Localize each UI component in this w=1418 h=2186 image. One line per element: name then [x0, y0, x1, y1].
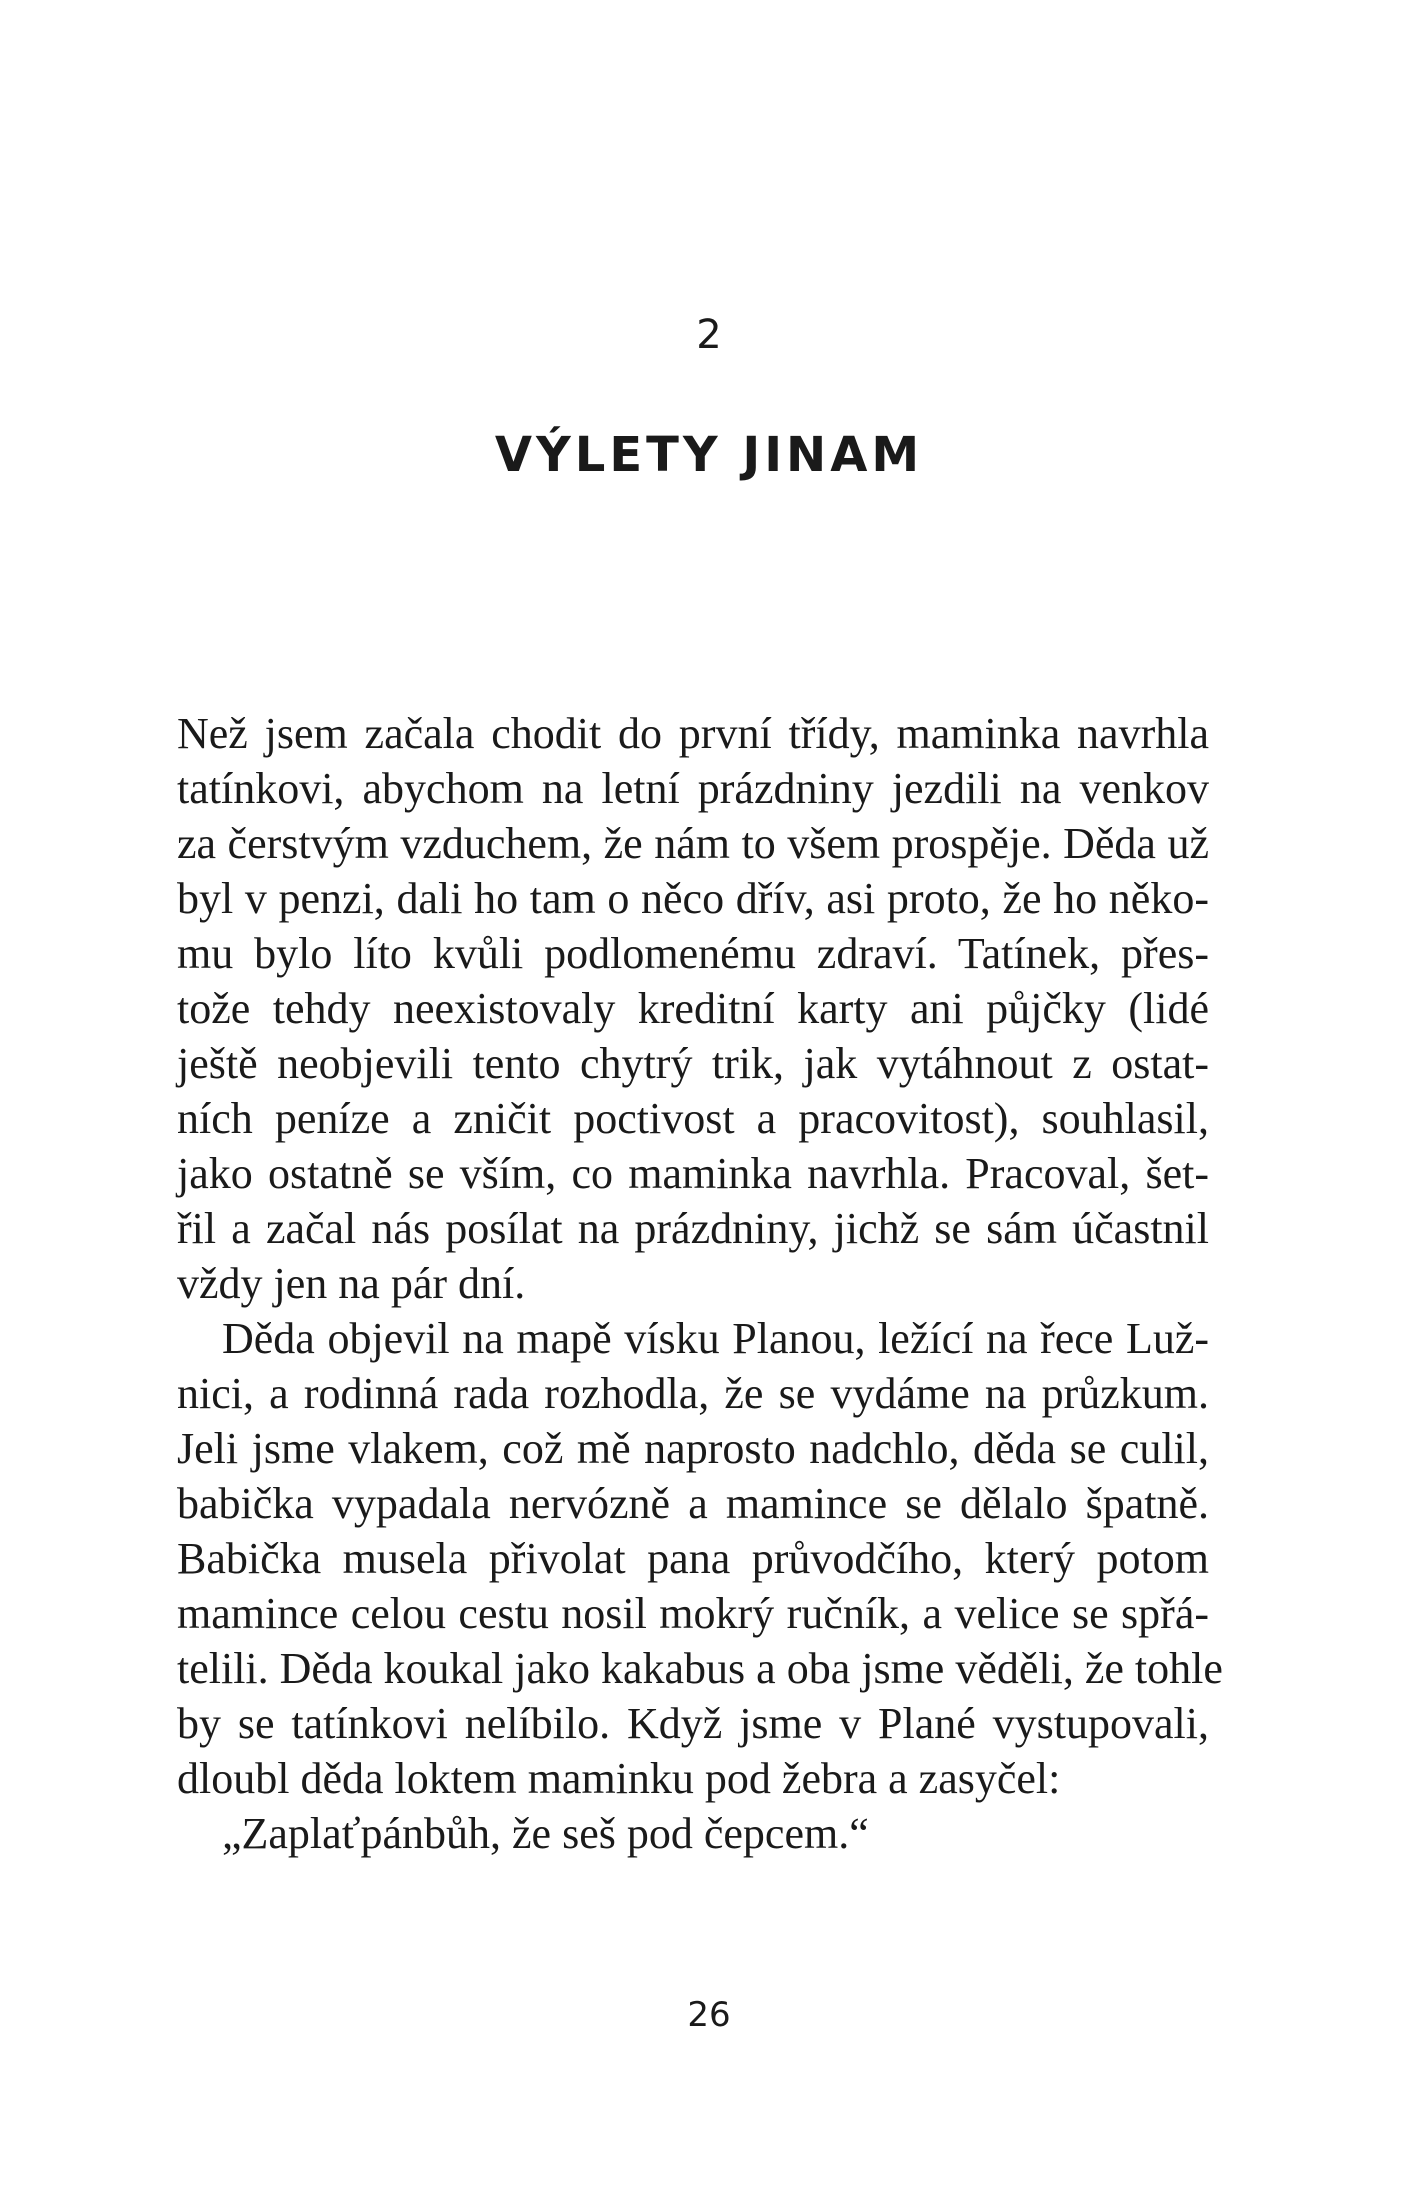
body-text — [177, 706, 1223, 1861]
text-line: by se tatínkovi nelíbilo. Když jsme v Plané vystupovali, — [177, 1699, 1209, 1748]
text-line: mu bylo líto kvůli podlomenému zdraví. Tatínek, přes- — [177, 929, 1209, 978]
text-line: Než jsem začala chodit do první třídy, maminka navrhla — [177, 709, 1209, 758]
text-line: ních peníze a zničit poctivost a pracovitost), souhlasil, — [177, 1094, 1209, 1143]
text-line: jako ostatně se vším, co maminka navrhla. Pracoval, šet- — [177, 1149, 1209, 1198]
text-line: byl v penzi, dali ho tam o něco dřív, asi proto, že ho něko- — [177, 874, 1209, 923]
text-line: Babička musela přivolat pana průvodčího, který potom — [177, 1534, 1209, 1583]
text-line: za čerstvým vzduchem, že nám to všem prospěje. Děda už — [177, 819, 1209, 868]
text-line: dloubl děda loktem maminku pod žebra a zasyčel: — [177, 1754, 1061, 1803]
text-line: babička vypadala nervózně a mamince se dělalo špatně. — [177, 1479, 1209, 1528]
chapter-title: VÝLETY JINAM — [494, 427, 924, 483]
paragraph-2 — [177, 1311, 1223, 1806]
text-line: nici, a rodinná rada rozhodla, že se vydáme na průzkum. — [177, 1369, 1209, 1418]
text-line: mamince celou cestu nosil mokrý ručník, a velice se spřá- — [177, 1589, 1209, 1638]
text-line: Děda objevil na mapě vísku Planou, ležící na řece Luž- — [222, 1314, 1209, 1363]
text-line: řil a začal nás posílat na prázdniny, jichž se sám účastnil — [177, 1204, 1209, 1253]
paragraph-1 — [177, 706, 1209, 1311]
text-line: telili. Děda koukal jako kakabus a oba jsme věděli, že tohle — [177, 1644, 1223, 1693]
paragraph-3 — [177, 1806, 1209, 1861]
text-line: vždy jen na pár dní. — [177, 1259, 526, 1308]
text-line: tatínkovi, abychom na letní prázdniny jezdili na venkov — [177, 764, 1209, 813]
text-line: Jeli jsme vlakem, což mě naprosto nadchlo, děda se culil, — [177, 1424, 1209, 1473]
text-line: „Zaplaťpánbůh, že seš pod čepcem.“ — [222, 1809, 869, 1858]
text-line: ještě neobjevili tento chytrý trik, jak vytáhnout z ostat- — [177, 1039, 1209, 1088]
chapter-number: 2 — [696, 312, 722, 358]
text-line: tože tehdy neexistovaly kreditní karty ani půjčky (lidé — [177, 984, 1209, 1033]
page-number: 26 — [687, 1995, 731, 2035]
